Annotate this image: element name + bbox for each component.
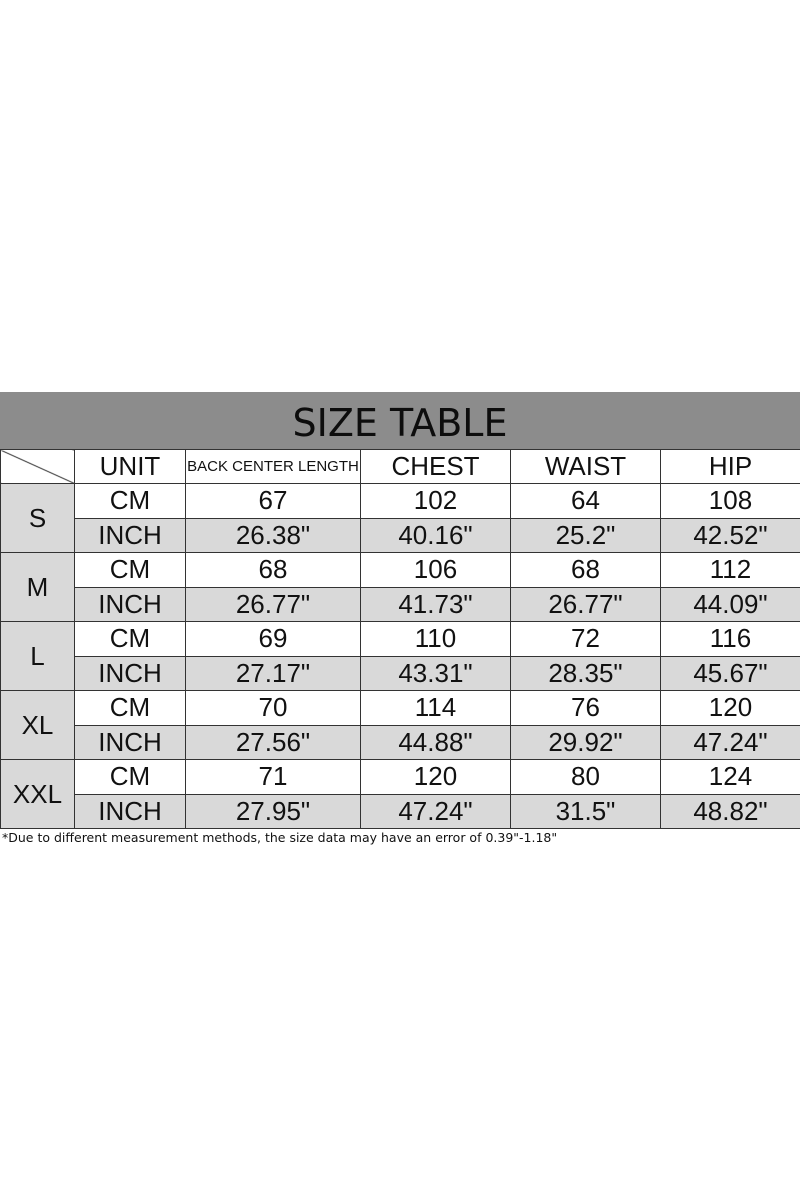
back-length-value: 27.56" bbox=[186, 725, 361, 760]
chest-value: 120 bbox=[361, 760, 511, 795]
chest-header: CHEST bbox=[361, 450, 511, 484]
hip-value: 44.09" bbox=[661, 587, 800, 622]
hip-value: 42.52" bbox=[661, 518, 800, 553]
unit-header: UNIT bbox=[75, 450, 186, 484]
hip-value: 120 bbox=[661, 691, 800, 726]
waist-value: 28.35" bbox=[511, 656, 661, 691]
waist-header: WAIST bbox=[511, 450, 661, 484]
table-row bbox=[1, 656, 800, 691]
measurement-note: *Due to different measurement methods, the size data may have an error of 0.39"-1.18" bbox=[2, 830, 558, 845]
back-center-length-header: BACK CENTER LENGTH bbox=[186, 450, 361, 484]
waist-value: 29.92" bbox=[511, 725, 661, 760]
table-row bbox=[1, 587, 800, 622]
hip-value: 116 bbox=[661, 622, 800, 657]
header-row bbox=[1, 450, 800, 484]
unit-cell: INCH bbox=[75, 656, 186, 691]
back-length-value: 68 bbox=[186, 553, 361, 588]
table-row bbox=[1, 553, 800, 588]
back-length-value: 67 bbox=[186, 484, 361, 519]
chest-value: 102 bbox=[361, 484, 511, 519]
waist-value: 64 bbox=[511, 484, 661, 519]
size-table bbox=[0, 449, 800, 829]
size-label: M bbox=[1, 553, 75, 622]
page-title: SIZE TABLE bbox=[292, 400, 508, 445]
chest-value: 110 bbox=[361, 622, 511, 657]
back-length-value: 71 bbox=[186, 760, 361, 795]
back-length-value: 26.77" bbox=[186, 587, 361, 622]
waist-value: 68 bbox=[511, 553, 661, 588]
back-length-value: 27.17" bbox=[186, 656, 361, 691]
size-label: S bbox=[1, 484, 75, 553]
unit-cell: INCH bbox=[75, 518, 186, 553]
unit-cell: CM bbox=[75, 760, 186, 795]
chest-value: 47.24" bbox=[361, 794, 511, 829]
waist-value: 72 bbox=[511, 622, 661, 657]
waist-value: 76 bbox=[511, 691, 661, 726]
hip-value: 45.67" bbox=[661, 656, 800, 691]
waist-value: 31.5" bbox=[511, 794, 661, 829]
table-row bbox=[1, 794, 800, 829]
back-length-value: 27.95" bbox=[186, 794, 361, 829]
unit-cell: INCH bbox=[75, 725, 186, 760]
table-row bbox=[1, 484, 800, 519]
chest-value: 41.73" bbox=[361, 587, 511, 622]
hip-value: 124 bbox=[661, 760, 800, 795]
hip-value: 108 bbox=[661, 484, 800, 519]
back-length-value: 70 bbox=[186, 691, 361, 726]
back-length-value: 69 bbox=[186, 622, 361, 657]
size-label: XXL bbox=[1, 760, 75, 829]
size-label: XL bbox=[1, 691, 75, 760]
chest-value: 106 bbox=[361, 553, 511, 588]
chest-value: 40.16" bbox=[361, 518, 511, 553]
hip-header: HIP bbox=[661, 450, 800, 484]
waist-value: 25.2" bbox=[511, 518, 661, 553]
unit-cell: CM bbox=[75, 484, 186, 519]
waist-value: 26.77" bbox=[511, 587, 661, 622]
waist-value: 80 bbox=[511, 760, 661, 795]
size-label: L bbox=[1, 622, 75, 691]
table-row bbox=[1, 725, 800, 760]
corner-cell bbox=[1, 450, 75, 484]
title-bar bbox=[0, 392, 800, 449]
table-row bbox=[1, 622, 800, 657]
chest-value: 44.88" bbox=[361, 725, 511, 760]
chest-value: 114 bbox=[361, 691, 511, 726]
hip-value: 112 bbox=[661, 553, 800, 588]
unit-cell: INCH bbox=[75, 587, 186, 622]
back-length-value: 26.38" bbox=[186, 518, 361, 553]
hip-value: 47.24" bbox=[661, 725, 800, 760]
table-row bbox=[1, 760, 800, 795]
table-row bbox=[1, 518, 800, 553]
unit-cell: INCH bbox=[75, 794, 186, 829]
unit-cell: CM bbox=[75, 691, 186, 726]
unit-cell: CM bbox=[75, 622, 186, 657]
table-row bbox=[1, 691, 800, 726]
unit-cell: CM bbox=[75, 553, 186, 588]
chest-value: 43.31" bbox=[361, 656, 511, 691]
hip-value: 48.82" bbox=[661, 794, 800, 829]
